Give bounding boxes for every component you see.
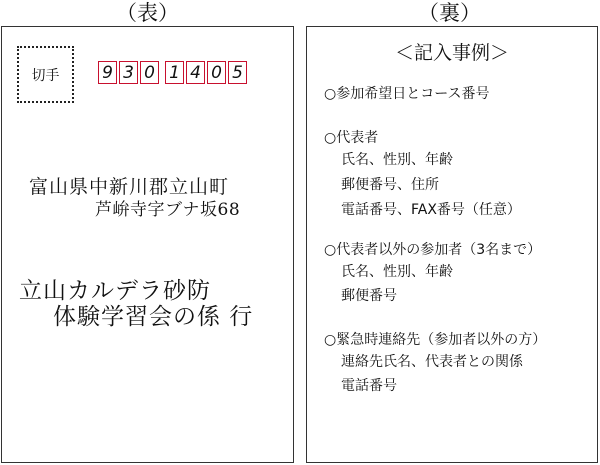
postal-digit: 1 (165, 61, 184, 84)
postcard-back (306, 26, 598, 463)
section-item: 電話番号、FAX番号（任意） (341, 202, 521, 218)
section-item: 郵便番号、住所 (341, 177, 439, 193)
section-other-participants (324, 240, 541, 308)
postal-digit: 0 (207, 61, 226, 84)
postal-code-boxes (98, 61, 249, 84)
stamp-label: 切手 (31, 67, 60, 84)
address-line-1: 富山県中新川郡立山町 (29, 176, 230, 198)
stamp-box (17, 46, 74, 103)
front-side-label: （表） (116, 1, 179, 25)
recipient-line-1: 立山カルデラ砂防 (19, 278, 211, 304)
section-item: 氏名、性別、年齢 (341, 264, 453, 280)
section-item: 郵便番号 (341, 288, 397, 304)
section-heading: ○代表者以外の参加者（3名まで） (324, 242, 542, 258)
postal-digit: 5 (228, 61, 247, 84)
section-heading: ○代表者 (324, 130, 379, 146)
postal-digit: 9 (98, 61, 117, 84)
postal-digit: 0 (140, 61, 159, 84)
section-participation-date (324, 84, 490, 104)
section-item: 氏名、性別、年齢 (341, 152, 453, 168)
address-line-2: 芦峅寺字ブナ坂68 (95, 200, 241, 220)
section-heading: ○緊急時連絡先（参加者以外の方） (324, 332, 547, 348)
postal-digit: 4 (186, 61, 205, 84)
section-emergency-contact (324, 330, 546, 398)
entry-example-title: ＜記入事例＞ (394, 42, 509, 64)
section-heading: ○参加希望日とコース番号 (324, 86, 490, 102)
postal-digit: 3 (119, 61, 138, 84)
recipient-line-2: 体験学習会の係 行 (53, 304, 254, 330)
postcard-front (1, 26, 294, 463)
section-item: 連絡先氏名、代表者との関係 (341, 354, 523, 370)
section-item: 電話番号 (341, 378, 397, 394)
section-representative (324, 128, 521, 223)
back-side-label: （裏） (418, 1, 481, 25)
